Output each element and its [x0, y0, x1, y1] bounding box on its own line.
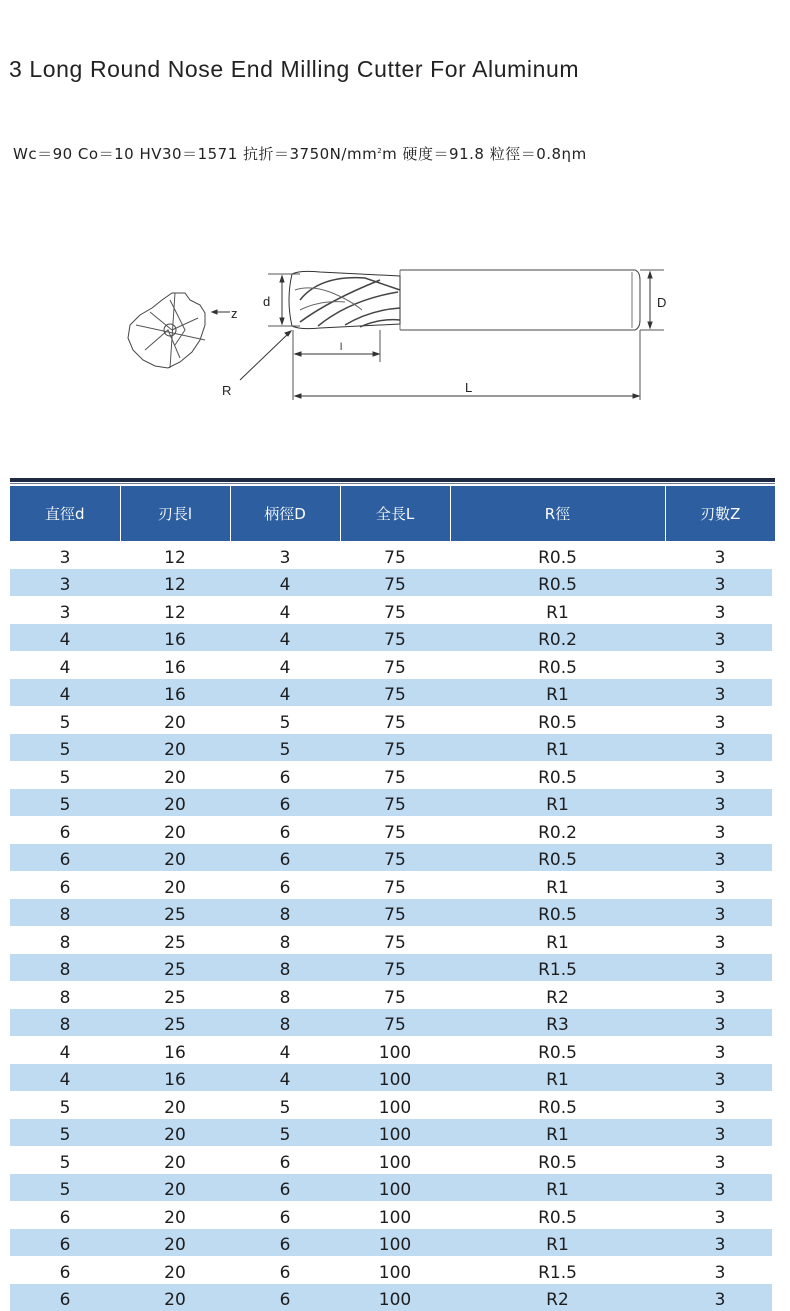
cell-overall-length: 75	[340, 981, 450, 1009]
table-row	[10, 651, 775, 679]
cell-flute-length: 20	[120, 1146, 230, 1174]
cell-overall-length: 75	[340, 651, 450, 679]
cell-radius: R1	[450, 871, 665, 899]
cell-shank-diameter: 6	[230, 816, 340, 844]
table-row	[10, 1174, 775, 1202]
cell-diameter: 5	[10, 1119, 120, 1147]
table-row	[10, 734, 775, 762]
cell-flutes: 3	[665, 954, 775, 982]
cell-radius: R0.5	[450, 706, 665, 734]
cell-flutes: 3	[665, 981, 775, 1009]
cell-diameter: 5	[10, 761, 120, 789]
cell-flute-length: 12	[120, 596, 230, 624]
cell-flutes: 3	[665, 816, 775, 844]
label-z: z	[231, 306, 238, 321]
label-D: D	[657, 295, 666, 310]
table-row	[10, 706, 775, 734]
table-top-rule-thin	[10, 483, 775, 484]
table-row	[10, 1256, 775, 1284]
cell-diameter: 4	[10, 1064, 120, 1092]
cell-diameter: 8	[10, 954, 120, 982]
cell-diameter: 5	[10, 1146, 120, 1174]
cell-overall-length: 100	[340, 1036, 450, 1064]
cell-radius: R1	[450, 734, 665, 762]
header-flutes: 刃數Z	[665, 486, 775, 541]
header-overall-length: 全長L	[340, 486, 450, 541]
cell-shank-diameter: 8	[230, 1009, 340, 1037]
cell-diameter: 4	[10, 679, 120, 707]
cell-shank-diameter: 3	[230, 541, 340, 569]
cell-radius: R0.2	[450, 624, 665, 652]
table-row	[10, 596, 775, 624]
cell-overall-length: 100	[340, 1064, 450, 1092]
cell-overall-length: 75	[340, 541, 450, 569]
cell-shank-diameter: 6	[230, 844, 340, 872]
cell-diameter: 4	[10, 1036, 120, 1064]
cell-flute-length: 20	[120, 816, 230, 844]
cell-overall-length: 100	[340, 1229, 450, 1257]
cell-flute-length: 20	[120, 1091, 230, 1119]
cell-shank-diameter: 6	[230, 1284, 340, 1311]
spec-superscript: 2	[377, 147, 382, 155]
cell-shank-diameter: 4	[230, 1064, 340, 1092]
cell-diameter: 8	[10, 926, 120, 954]
cell-flute-length: 16	[120, 679, 230, 707]
cell-flutes: 3	[665, 596, 775, 624]
cell-flute-length: 25	[120, 954, 230, 982]
cell-diameter: 4	[10, 624, 120, 652]
cell-overall-length: 75	[340, 871, 450, 899]
cell-radius: R0.5	[450, 569, 665, 597]
cell-shank-diameter: 8	[230, 981, 340, 1009]
cell-diameter: 5	[10, 1174, 120, 1202]
cell-flutes: 3	[665, 1064, 775, 1092]
table-row	[10, 761, 775, 789]
table-row	[10, 871, 775, 899]
cell-shank-diameter: 6	[230, 761, 340, 789]
cell-flutes: 3	[665, 899, 775, 927]
cell-radius: R1	[450, 679, 665, 707]
cell-flutes: 3	[665, 1201, 775, 1229]
cell-shank-diameter: 4	[230, 569, 340, 597]
label-d: d	[263, 294, 270, 309]
cell-overall-length: 75	[340, 816, 450, 844]
cell-flute-length: 20	[120, 734, 230, 762]
table-row	[10, 899, 775, 927]
cell-diameter: 6	[10, 816, 120, 844]
cell-flutes: 3	[665, 706, 775, 734]
cell-shank-diameter: 8	[230, 954, 340, 982]
cell-flutes: 3	[665, 1229, 775, 1257]
cell-shank-diameter: 5	[230, 1119, 340, 1147]
table-row	[10, 541, 775, 569]
cell-diameter: 6	[10, 1256, 120, 1284]
cell-flute-length: 25	[120, 926, 230, 954]
cell-overall-length: 100	[340, 1091, 450, 1119]
cell-diameter: 5	[10, 706, 120, 734]
cell-overall-length: 100	[340, 1284, 450, 1311]
table-row	[10, 679, 775, 707]
spec-text: Wc＝90 Co＝10 HV30＝1571 抗折＝3750N/mm	[13, 145, 377, 163]
spec-text-tail: m 硬度＝91.8 粒徑＝0.8ηm	[382, 145, 587, 163]
cell-flute-length: 20	[120, 789, 230, 817]
cell-diameter: 3	[10, 541, 120, 569]
cell-radius: R0.2	[450, 816, 665, 844]
cell-radius: R2	[450, 1284, 665, 1311]
header-diameter: 直徑d	[10, 486, 120, 541]
table-row	[10, 1036, 775, 1064]
cell-flutes: 3	[665, 871, 775, 899]
cell-flute-length: 16	[120, 624, 230, 652]
cell-radius: R0.5	[450, 844, 665, 872]
cell-flute-length: 16	[120, 651, 230, 679]
cell-shank-diameter: 8	[230, 899, 340, 927]
cell-flutes: 3	[665, 624, 775, 652]
cell-radius: R0.5	[450, 1201, 665, 1229]
cell-shank-diameter: 6	[230, 1146, 340, 1174]
cell-flutes: 3	[665, 1036, 775, 1064]
cell-diameter: 5	[10, 789, 120, 817]
cell-shank-diameter: 6	[230, 1174, 340, 1202]
cell-overall-length: 75	[340, 734, 450, 762]
cell-overall-length: 75	[340, 926, 450, 954]
table-row	[10, 926, 775, 954]
cell-diameter: 6	[10, 871, 120, 899]
cell-diameter: 3	[10, 596, 120, 624]
cell-overall-length: 100	[340, 1146, 450, 1174]
cell-flute-length: 20	[120, 1229, 230, 1257]
cell-flutes: 3	[665, 1174, 775, 1202]
cell-flutes: 3	[665, 844, 775, 872]
table-row	[10, 1009, 775, 1037]
cell-radius: R2	[450, 981, 665, 1009]
cell-radius: R0.5	[450, 1146, 665, 1174]
table-row	[10, 954, 775, 982]
cell-flute-length: 25	[120, 1009, 230, 1037]
cell-shank-diameter: 5	[230, 706, 340, 734]
cell-shank-diameter: 4	[230, 679, 340, 707]
table-header-row	[10, 486, 775, 541]
table-row	[10, 981, 775, 1009]
table-row	[10, 624, 775, 652]
cell-flutes: 3	[665, 1119, 775, 1147]
cell-flutes: 3	[665, 734, 775, 762]
side-view	[289, 270, 640, 330]
cell-shank-diameter: 4	[230, 624, 340, 652]
cell-radius: R1.5	[450, 954, 665, 982]
cell-diameter: 8	[10, 899, 120, 927]
cell-overall-length: 75	[340, 596, 450, 624]
table-top-rule	[10, 478, 775, 482]
cell-shank-diameter: 4	[230, 651, 340, 679]
cell-radius: R3	[450, 1009, 665, 1037]
cell-flute-length: 25	[120, 981, 230, 1009]
label-L: L	[465, 380, 472, 395]
cell-radius: R1	[450, 1119, 665, 1147]
cell-overall-length: 75	[340, 844, 450, 872]
table-row	[10, 1119, 775, 1147]
cell-shank-diameter: 5	[230, 734, 340, 762]
cell-overall-length: 75	[340, 761, 450, 789]
label-l: l	[340, 342, 342, 353]
cell-diameter: 5	[10, 1091, 120, 1119]
header-radius: R徑	[450, 486, 665, 541]
cell-overall-length: 75	[340, 954, 450, 982]
cell-flute-length: 16	[120, 1064, 230, 1092]
cell-radius: R1	[450, 926, 665, 954]
cell-flutes: 3	[665, 926, 775, 954]
cell-shank-diameter: 4	[230, 596, 340, 624]
cell-flute-length: 20	[120, 844, 230, 872]
cell-overall-length: 75	[340, 789, 450, 817]
page-title: 3 Long Round Nose End Milling Cutter For Aluminum	[9, 56, 579, 83]
cell-flute-length: 20	[120, 871, 230, 899]
table-row	[10, 844, 775, 872]
cell-radius: R1	[450, 789, 665, 817]
cell-flutes: 3	[665, 679, 775, 707]
cell-flutes: 3	[665, 1146, 775, 1174]
cell-shank-diameter: 6	[230, 789, 340, 817]
cell-flute-length: 20	[120, 1256, 230, 1284]
cell-flute-length: 20	[120, 761, 230, 789]
cell-flute-length: 20	[120, 1201, 230, 1229]
label-R: R	[222, 383, 231, 398]
cell-flutes: 3	[665, 1091, 775, 1119]
cell-flutes: 3	[665, 651, 775, 679]
spec-table-container	[10, 486, 775, 1298]
cutter-diagram	[0, 0, 790, 440]
cell-diameter: 6	[10, 1201, 120, 1229]
cell-diameter: 3	[10, 569, 120, 597]
cell-diameter: 6	[10, 844, 120, 872]
cell-diameter: 6	[10, 1284, 120, 1311]
cell-flute-length: 20	[120, 1174, 230, 1202]
header-flute-length: 刃長l	[120, 486, 230, 541]
cell-overall-length: 75	[340, 706, 450, 734]
table-row	[10, 1064, 775, 1092]
cell-overall-length: 75	[340, 624, 450, 652]
cell-flute-length: 12	[120, 541, 230, 569]
cell-radius: R0.5	[450, 761, 665, 789]
table-row	[10, 1229, 775, 1257]
table-row	[10, 1146, 775, 1174]
cell-flutes: 3	[665, 1284, 775, 1311]
cell-radius: R1	[450, 596, 665, 624]
cell-radius: R0.5	[450, 899, 665, 927]
cell-overall-length: 100	[340, 1256, 450, 1284]
table-row	[10, 1201, 775, 1229]
cell-shank-diameter: 6	[230, 1201, 340, 1229]
cell-flute-length: 20	[120, 1284, 230, 1311]
cell-overall-length: 75	[340, 899, 450, 927]
cell-radius: R0.5	[450, 651, 665, 679]
cell-diameter: 6	[10, 1229, 120, 1257]
cell-radius: R1	[450, 1064, 665, 1092]
cell-flute-length: 12	[120, 569, 230, 597]
header-shank-diameter: 柄徑D	[230, 486, 340, 541]
cell-overall-length: 75	[340, 679, 450, 707]
spec-table	[10, 486, 775, 1311]
table-row	[10, 1284, 775, 1311]
cell-flute-length: 25	[120, 899, 230, 927]
cell-overall-length: 75	[340, 569, 450, 597]
cell-radius: R0.5	[450, 1036, 665, 1064]
cell-overall-length: 100	[340, 1174, 450, 1202]
cell-flutes: 3	[665, 789, 775, 817]
cell-shank-diameter: 6	[230, 1229, 340, 1257]
cell-flutes: 3	[665, 761, 775, 789]
cell-diameter: 8	[10, 1009, 120, 1037]
cell-radius: R1	[450, 1174, 665, 1202]
cell-diameter: 4	[10, 651, 120, 679]
cell-flutes: 3	[665, 1256, 775, 1284]
cell-diameter: 5	[10, 734, 120, 762]
cell-overall-length: 75	[340, 1009, 450, 1037]
cell-shank-diameter: 5	[230, 1091, 340, 1119]
table-row	[10, 816, 775, 844]
table-row	[10, 789, 775, 817]
cell-radius: R1.5	[450, 1256, 665, 1284]
cell-overall-length: 100	[340, 1201, 450, 1229]
cell-shank-diameter: 8	[230, 926, 340, 954]
cell-radius: R1	[450, 1229, 665, 1257]
cell-flute-length: 20	[120, 1119, 230, 1147]
cell-shank-diameter: 4	[230, 1036, 340, 1064]
cell-shank-diameter: 6	[230, 1256, 340, 1284]
cell-radius: R0.5	[450, 1091, 665, 1119]
cell-shank-diameter: 6	[230, 871, 340, 899]
cell-flutes: 3	[665, 1009, 775, 1037]
table-row	[10, 569, 775, 597]
cell-flutes: 3	[665, 569, 775, 597]
cell-diameter: 8	[10, 981, 120, 1009]
cell-flute-length: 16	[120, 1036, 230, 1064]
cell-radius: R0.5	[450, 541, 665, 569]
end-view	[128, 293, 205, 368]
table-row	[10, 1091, 775, 1119]
cell-flutes: 3	[665, 541, 775, 569]
cell-overall-length: 100	[340, 1119, 450, 1147]
cell-flute-length: 20	[120, 706, 230, 734]
